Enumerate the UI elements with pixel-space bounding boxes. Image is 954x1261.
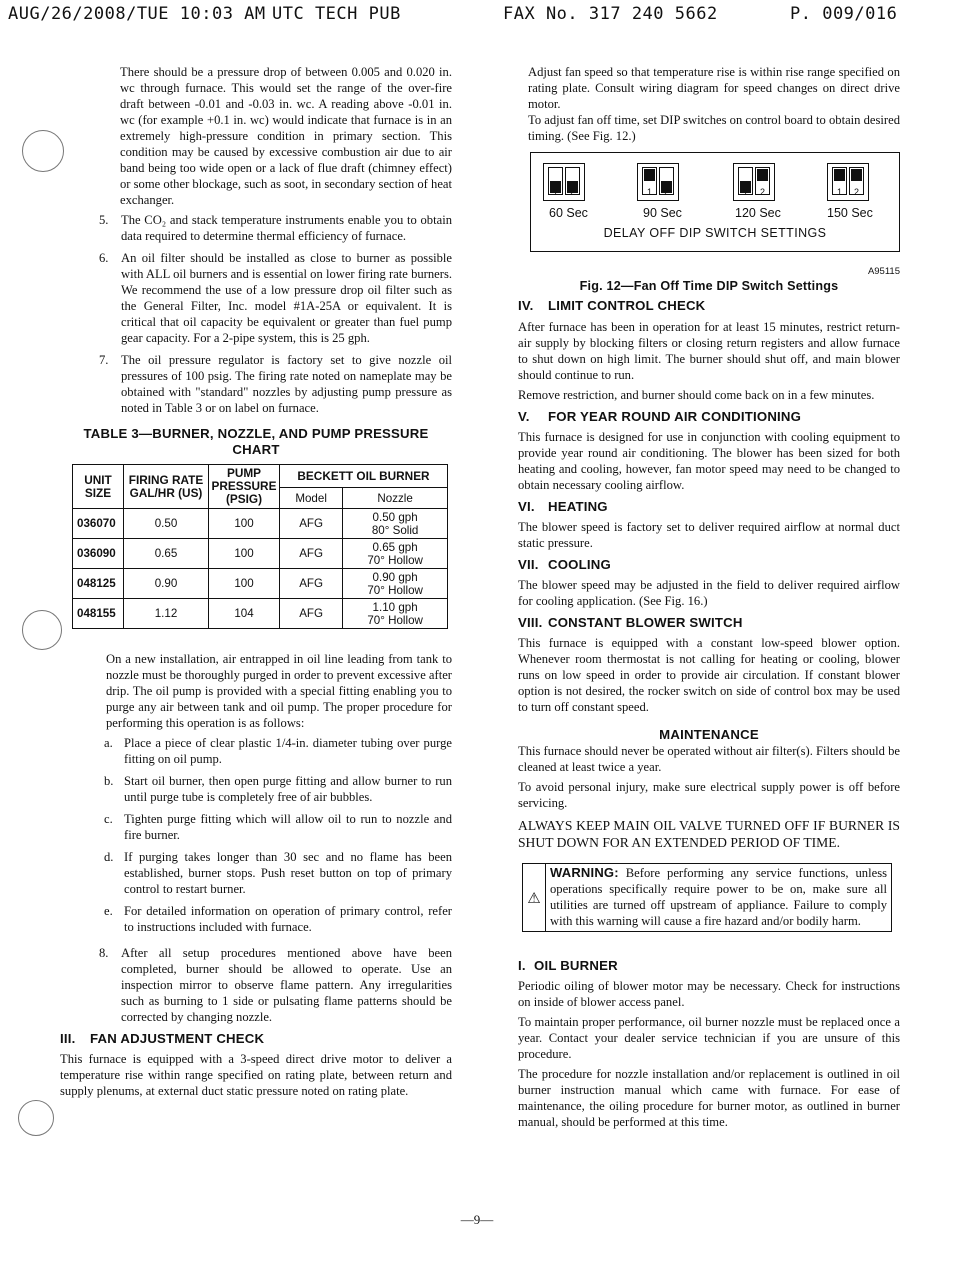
switch-knob bbox=[851, 169, 862, 181]
dip-label-150: 150 Sec bbox=[827, 206, 873, 220]
fan-paragraph: This furnace is equipped with a 3-speed direct drive motor to deliver a temperature rise within range specified on rating plate, between return and supply plenums, at external duct static pressure noted on rating plate. bbox=[60, 1052, 452, 1098]
th-firing: FIRING RATE GAL/HR (US) bbox=[124, 465, 209, 509]
warning-label: WARNING: bbox=[550, 865, 619, 880]
maintenance-heading: MAINTENANCE bbox=[659, 727, 759, 742]
binder-hole bbox=[22, 130, 64, 172]
dip-switch-60: 1 2 bbox=[543, 163, 585, 201]
maintenance-paragraph-2: To avoid personal injury, make sure electrical supply power is off before servicing. bbox=[518, 780, 900, 810]
section-fan-adjustment: III. FAN ADJUSTMENT CHECK bbox=[60, 1031, 265, 1046]
section-cooling: VII. COOLING bbox=[518, 557, 611, 572]
limit-paragraph-1: After furnace has been in operation for at least 15 minutes, restrict return-air supply by blocking filters or closing return registers and allow furnace to shut down on high limit. The burner should shut off, and main blower should continue to run. bbox=[518, 320, 900, 382]
step-c: c. Tighten purge fitting which will allow oil to run to nozzle and fire burner. bbox=[104, 812, 452, 842]
ac-paragraph: This furnace is designed for use in conjunction with cooling equipment to provide year round air conditioning. The blower has been sized for both heating and cooling, however, fan motor speed may need to be changed to obtain necessary cooling airflow. bbox=[518, 430, 900, 492]
table-row: 048125 0.90 100 AFG 0.90 gph 70° Hollow bbox=[73, 569, 448, 599]
oil-paragraph-1: Periodic oiling of blower motor may be necessary. Check for instructions on inside of blower access panel. bbox=[518, 979, 900, 1009]
figure-id: A95115 bbox=[867, 266, 900, 277]
oil-paragraph-2: To maintain proper performance, oil burner nozzle must be replaced once a year. Contact your dealer service technician if you are unsure of this procedure. bbox=[518, 1015, 900, 1061]
section-oil-burner: I. OIL BURNER bbox=[518, 958, 618, 973]
fax-date: AUG/26/2008/TUE 10:03 AM bbox=[8, 4, 266, 24]
binder-hole bbox=[18, 1100, 54, 1136]
th-pump: PUMP PRESSURE (PSIG) bbox=[209, 465, 280, 509]
binder-hole bbox=[22, 610, 62, 650]
oil-paragraph-3: The procedure for nozzle installation and/or replacement is outlined in oil burner instruction manual which came with furnace. For ease of maintenance, the oiling procedure for burner motor, as outlined in burner manual, should be performed at this time. bbox=[518, 1067, 900, 1129]
fax-page: P. 009/016 bbox=[790, 4, 898, 24]
fax-number: FAX No. 317 240 5662 bbox=[503, 4, 718, 24]
dip-label-90: 90 Sec bbox=[643, 206, 682, 220]
warning-text: Before performing any service functions, unless operations specifically require power to be on, make sure all utilities are turned off upstream of appliance. Failure to comply with this warning will cause a fire hazard and/or bodily harm. bbox=[550, 866, 887, 928]
step-d: d. If purging takes longer than 30 sec and no flame has been established, burner stops. Push reset button on top of primary control to restart burner. bbox=[104, 850, 452, 896]
th-beckett: BECKETT OIL BURNER bbox=[280, 465, 448, 488]
section-constant-blower: VIII. CONSTANT BLOWER SWITCH bbox=[518, 615, 743, 630]
left-column bbox=[60, 64, 452, 1099]
dip-caption: DELAY OFF DIP SWITCH SETTINGS bbox=[603, 226, 827, 240]
section-air-conditioning: V. FOR YEAR ROUND AIR CONDITIONING bbox=[518, 409, 802, 424]
dip-switch-150: 1 2 bbox=[827, 163, 869, 201]
switch-knob bbox=[644, 169, 655, 181]
list-item-7: 7. The oil pressure regulator is factory set to give nozzle oil pressures of 100 psig. The firing rate noted on nameplate may be obtained with "standard" nozzles by adjusting pump pressure as noted in Table 3 or on label on furnace. bbox=[99, 353, 452, 415]
switch-knob bbox=[834, 169, 845, 181]
draft-paragraph: There should be a pressure drop of between 0.005 and 0.020 in. wc through furnace. This would set the range of the over-fire draft between -0.01 and -0.03 in. wc. A reading above -0.01 in. wc (for example +0.1 in. wc) would indicate that furnace is in an extremely high-pressure condition in primary section. This condition may be caused by excessive combustion air due to air band being too wide open or a lack of flue draft (chimney effect) or some other blockage, such as soot, in secondary section of heat exchanger. bbox=[120, 65, 452, 207]
step-b: b. Start oil burner, then open purge fitting and allow burner to run until purge tube is completely free of air bubbles. bbox=[104, 774, 452, 804]
fax-sender: UTC TECH PUB bbox=[272, 4, 401, 24]
list-item-5: 5. The CO₂ and stack temperature instruments enable you to obtain data required to determine thermal efficiency of furnace. bbox=[99, 213, 452, 243]
th-model: Model bbox=[280, 488, 343, 509]
maintenance-paragraph-1: This furnace should never be operated without air filter(s). Filters should be cleaned at least twice a year. bbox=[518, 744, 900, 774]
table-title: TABLE 3—BURNER, NOZZLE, AND PUMP PRESSURE bbox=[83, 426, 429, 441]
dip-label-120: 120 Sec bbox=[735, 206, 781, 220]
section-heating: VI. HEATING bbox=[518, 499, 608, 514]
cooling-paragraph: The blower speed may be adjusted in the field to deliver required airflow for cooling application. (See Fig. 16.) bbox=[518, 578, 900, 608]
table-row: 048155 1.12 104 AFG 1.10 gph 70° Hollow bbox=[73, 599, 448, 629]
section-limit-control: IV. LIMIT CONTROL CHECK bbox=[518, 298, 706, 313]
maintenance-paragraph-3: ALWAYS KEEP MAIN OIL VALVE TURNED OFF IF BURNER IS SHUT DOWN FOR AN EXTENDED PERIOD OF TIME. bbox=[518, 818, 900, 850]
burner-table bbox=[72, 464, 448, 629]
th-nozzle: Nozzle bbox=[343, 488, 448, 509]
constant-blower-paragraph: This furnace is equipped with a constant low-speed blower option. Whenever room thermostat is not calling for heating or cooling, blower runs on low speed in order to provide air circulation. If constant blower option is not desired, the rocker switch on side of control box may be used to turn off constant speed. bbox=[518, 636, 900, 714]
fan-speed-paragraph: Adjust fan speed so that temperature rise is within rise range specified on rating plate. Consult wiring diagram for speed changes on direct drive motor. bbox=[528, 65, 900, 111]
th-unit: UNIT SIZE bbox=[73, 465, 124, 509]
warning-triangle-icon: ⚠ bbox=[523, 864, 546, 931]
step-e: e. For detailed information on operation of primary control, refer to instructions included with furnace. bbox=[104, 904, 452, 934]
figure-caption: Fig. 12—Fan Off Time DIP Switch Settings bbox=[579, 279, 839, 293]
table-title-cont: CHART bbox=[232, 442, 280, 457]
right-column bbox=[518, 64, 900, 1130]
purge-paragraph: On a new installation, air entrapped in oil line leading from tank to nozzle must be thoroughly purged in order to prevent excessive after drip. The oil pump is provided with a special fitting enabling you to purge any air between tank and oil pump. The proper procedure for performing this operation is as follows: bbox=[106, 652, 452, 730]
switch-knob bbox=[757, 169, 768, 181]
dip-switch-120: 1 2 bbox=[733, 163, 775, 201]
table-row: 036090 0.65 100 AFG 0.65 gph 70° Hollow bbox=[73, 539, 448, 569]
dip-switch-90: 1 2 bbox=[637, 163, 679, 201]
fan-off-paragraph: To adjust fan off time, set DIP switches on control board to obtain desired timing. (See Fig. 12.) bbox=[528, 113, 900, 143]
limit-paragraph-2: Remove restriction, and burner should come back on in a few minutes. bbox=[518, 388, 875, 402]
step-a: a. Place a piece of clear plastic 1/4-in. diameter tubing over purge fitting on oil pump. bbox=[104, 736, 452, 766]
list-item-6: 6. An oil filter should be installed as close to burner as possible with ALL oil burners and is essential on lower firing rate burners. We recommend the use of a low pressure drop oil filter such as the General Filter, Inc. model #1A-25A or equivalent. It is critical that oil capacity be equivalent or greater than fuel pump gear capacity. For a 2-pipe system, this is 25 gph. bbox=[99, 251, 452, 345]
table-row: 036070 0.50 100 AFG 0.50 gph 80° Solid bbox=[73, 509, 448, 539]
page-number: —9— bbox=[460, 1212, 494, 1227]
list-item-8: 8. After all setup procedures mentioned above have been completed, burner should be allowed to operate. Use an inspection mirror to observe flame pattern. Any irregularities such as burning to 1 side or pulsating flame patterns should be corrected by changing nozzle. bbox=[99, 946, 452, 1024]
warning-box bbox=[522, 863, 892, 932]
dip-label-60: 60 Sec bbox=[549, 206, 588, 220]
dip-switch-figure bbox=[530, 152, 900, 252]
heating-paragraph: The blower speed is factory set to deliver required airflow at normal duct static pressure. bbox=[518, 520, 900, 550]
